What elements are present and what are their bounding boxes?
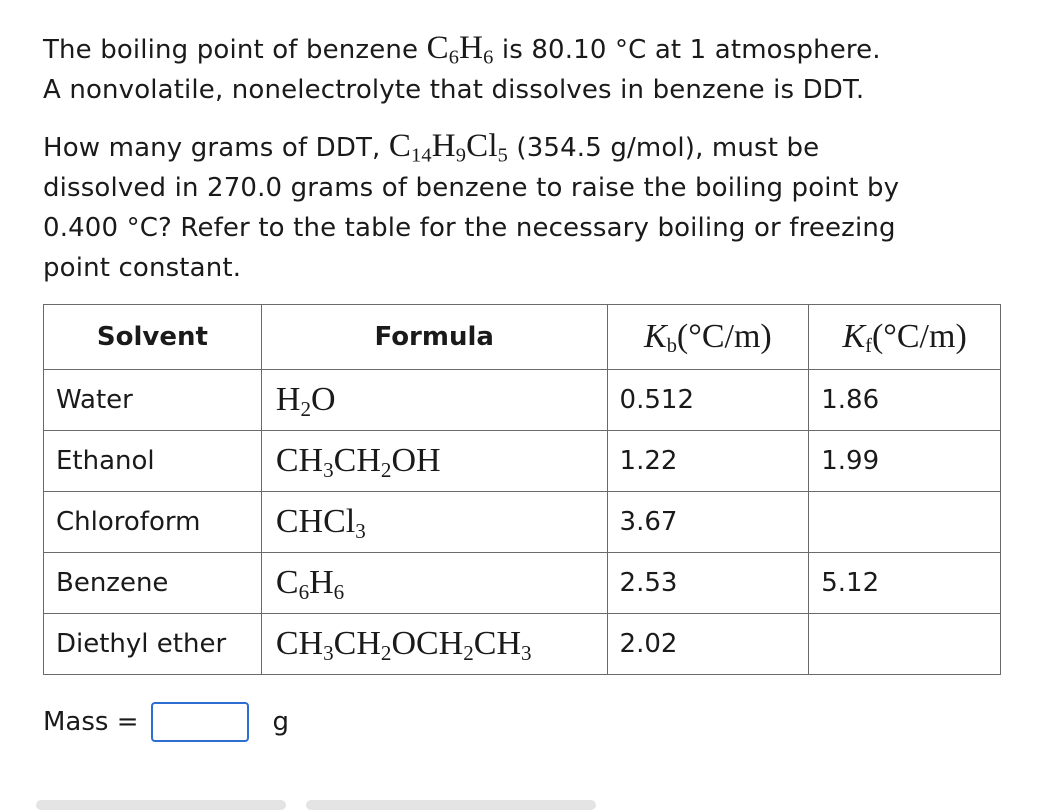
- formula-cell: $C_6H_6$: [261, 553, 607, 614]
- kf-cell: 5.12: [809, 553, 1001, 614]
- action-button[interactable]: [36, 800, 286, 810]
- problem-text: is 80.10 °C at 1 atmosphere.: [493, 35, 881, 65]
- problem-text: How many grams of DDT,: [43, 133, 389, 163]
- solvent-cell: Diethyl ether: [44, 614, 262, 675]
- header-kb: $K_b(^\circ C/m)$: [607, 305, 809, 370]
- answer-row: [43, 698, 289, 746]
- mass-label: Mass =: [43, 707, 139, 737]
- solvent-cell: Benzene: [44, 553, 262, 614]
- kf-cell: [809, 492, 1001, 553]
- problem-text: 0.400 °C? Refer to the table for the necessary boiling or freezing: [43, 213, 896, 243]
- kb-cell: 3.67: [607, 492, 809, 553]
- kf-cell: 1.99: [809, 431, 1001, 492]
- kb-cell: 0.512: [607, 370, 809, 431]
- formula-cell: $CH_3CH_2OH$: [261, 431, 607, 492]
- problem-text: A nonvolatile, nonelectrolyte that dissolves in benzene is DDT.: [43, 75, 865, 105]
- header-solvent: Solvent: [44, 305, 262, 370]
- mass-input[interactable]: [151, 702, 249, 742]
- table-row: [44, 492, 1001, 553]
- problem-text: point constant.: [43, 253, 242, 283]
- problem-text: The boiling point of benzene: [43, 35, 427, 65]
- kb-cell: 2.02: [607, 614, 809, 675]
- header-kf: $K_f(^\circ C/m)$: [809, 305, 1001, 370]
- solvent-cell: Water: [44, 370, 262, 431]
- table-row: [44, 553, 1001, 614]
- formula-cell: CHCl$_3$: [261, 492, 607, 553]
- action-button[interactable]: [306, 800, 596, 810]
- problem-paragraph-2: [43, 126, 1043, 288]
- benzene-formula: $C_6H_6$: [426, 30, 494, 69]
- solvent-constants-table: [43, 304, 1001, 675]
- problem-text: dissolved in 270.0 grams of benzene to raise the boiling point by: [43, 173, 900, 203]
- formula-cell: $CH_3CH_2OCH_2CH_3$: [261, 614, 607, 675]
- table-row: [44, 431, 1001, 492]
- kb-cell: 1.22: [607, 431, 809, 492]
- solvent-cell: Ethanol: [44, 431, 262, 492]
- formula-cell: $H_2O$: [261, 370, 607, 431]
- header-formula: Formula: [261, 305, 607, 370]
- ddt-formula: $C_{14}H_9Cl_5$: [388, 128, 509, 167]
- kf-cell: [809, 614, 1001, 675]
- kb-cell: 2.53: [607, 553, 809, 614]
- solvent-cell: Chloroform: [44, 492, 262, 553]
- table-header-row: [44, 305, 1001, 370]
- mass-unit: g: [272, 707, 290, 737]
- problem-paragraph-1: [43, 28, 1043, 110]
- problem-text: (354.5 g/mol), must be: [508, 133, 820, 163]
- kf-cell: 1.86: [809, 370, 1001, 431]
- table-row: [44, 614, 1001, 675]
- table-row: [44, 370, 1001, 431]
